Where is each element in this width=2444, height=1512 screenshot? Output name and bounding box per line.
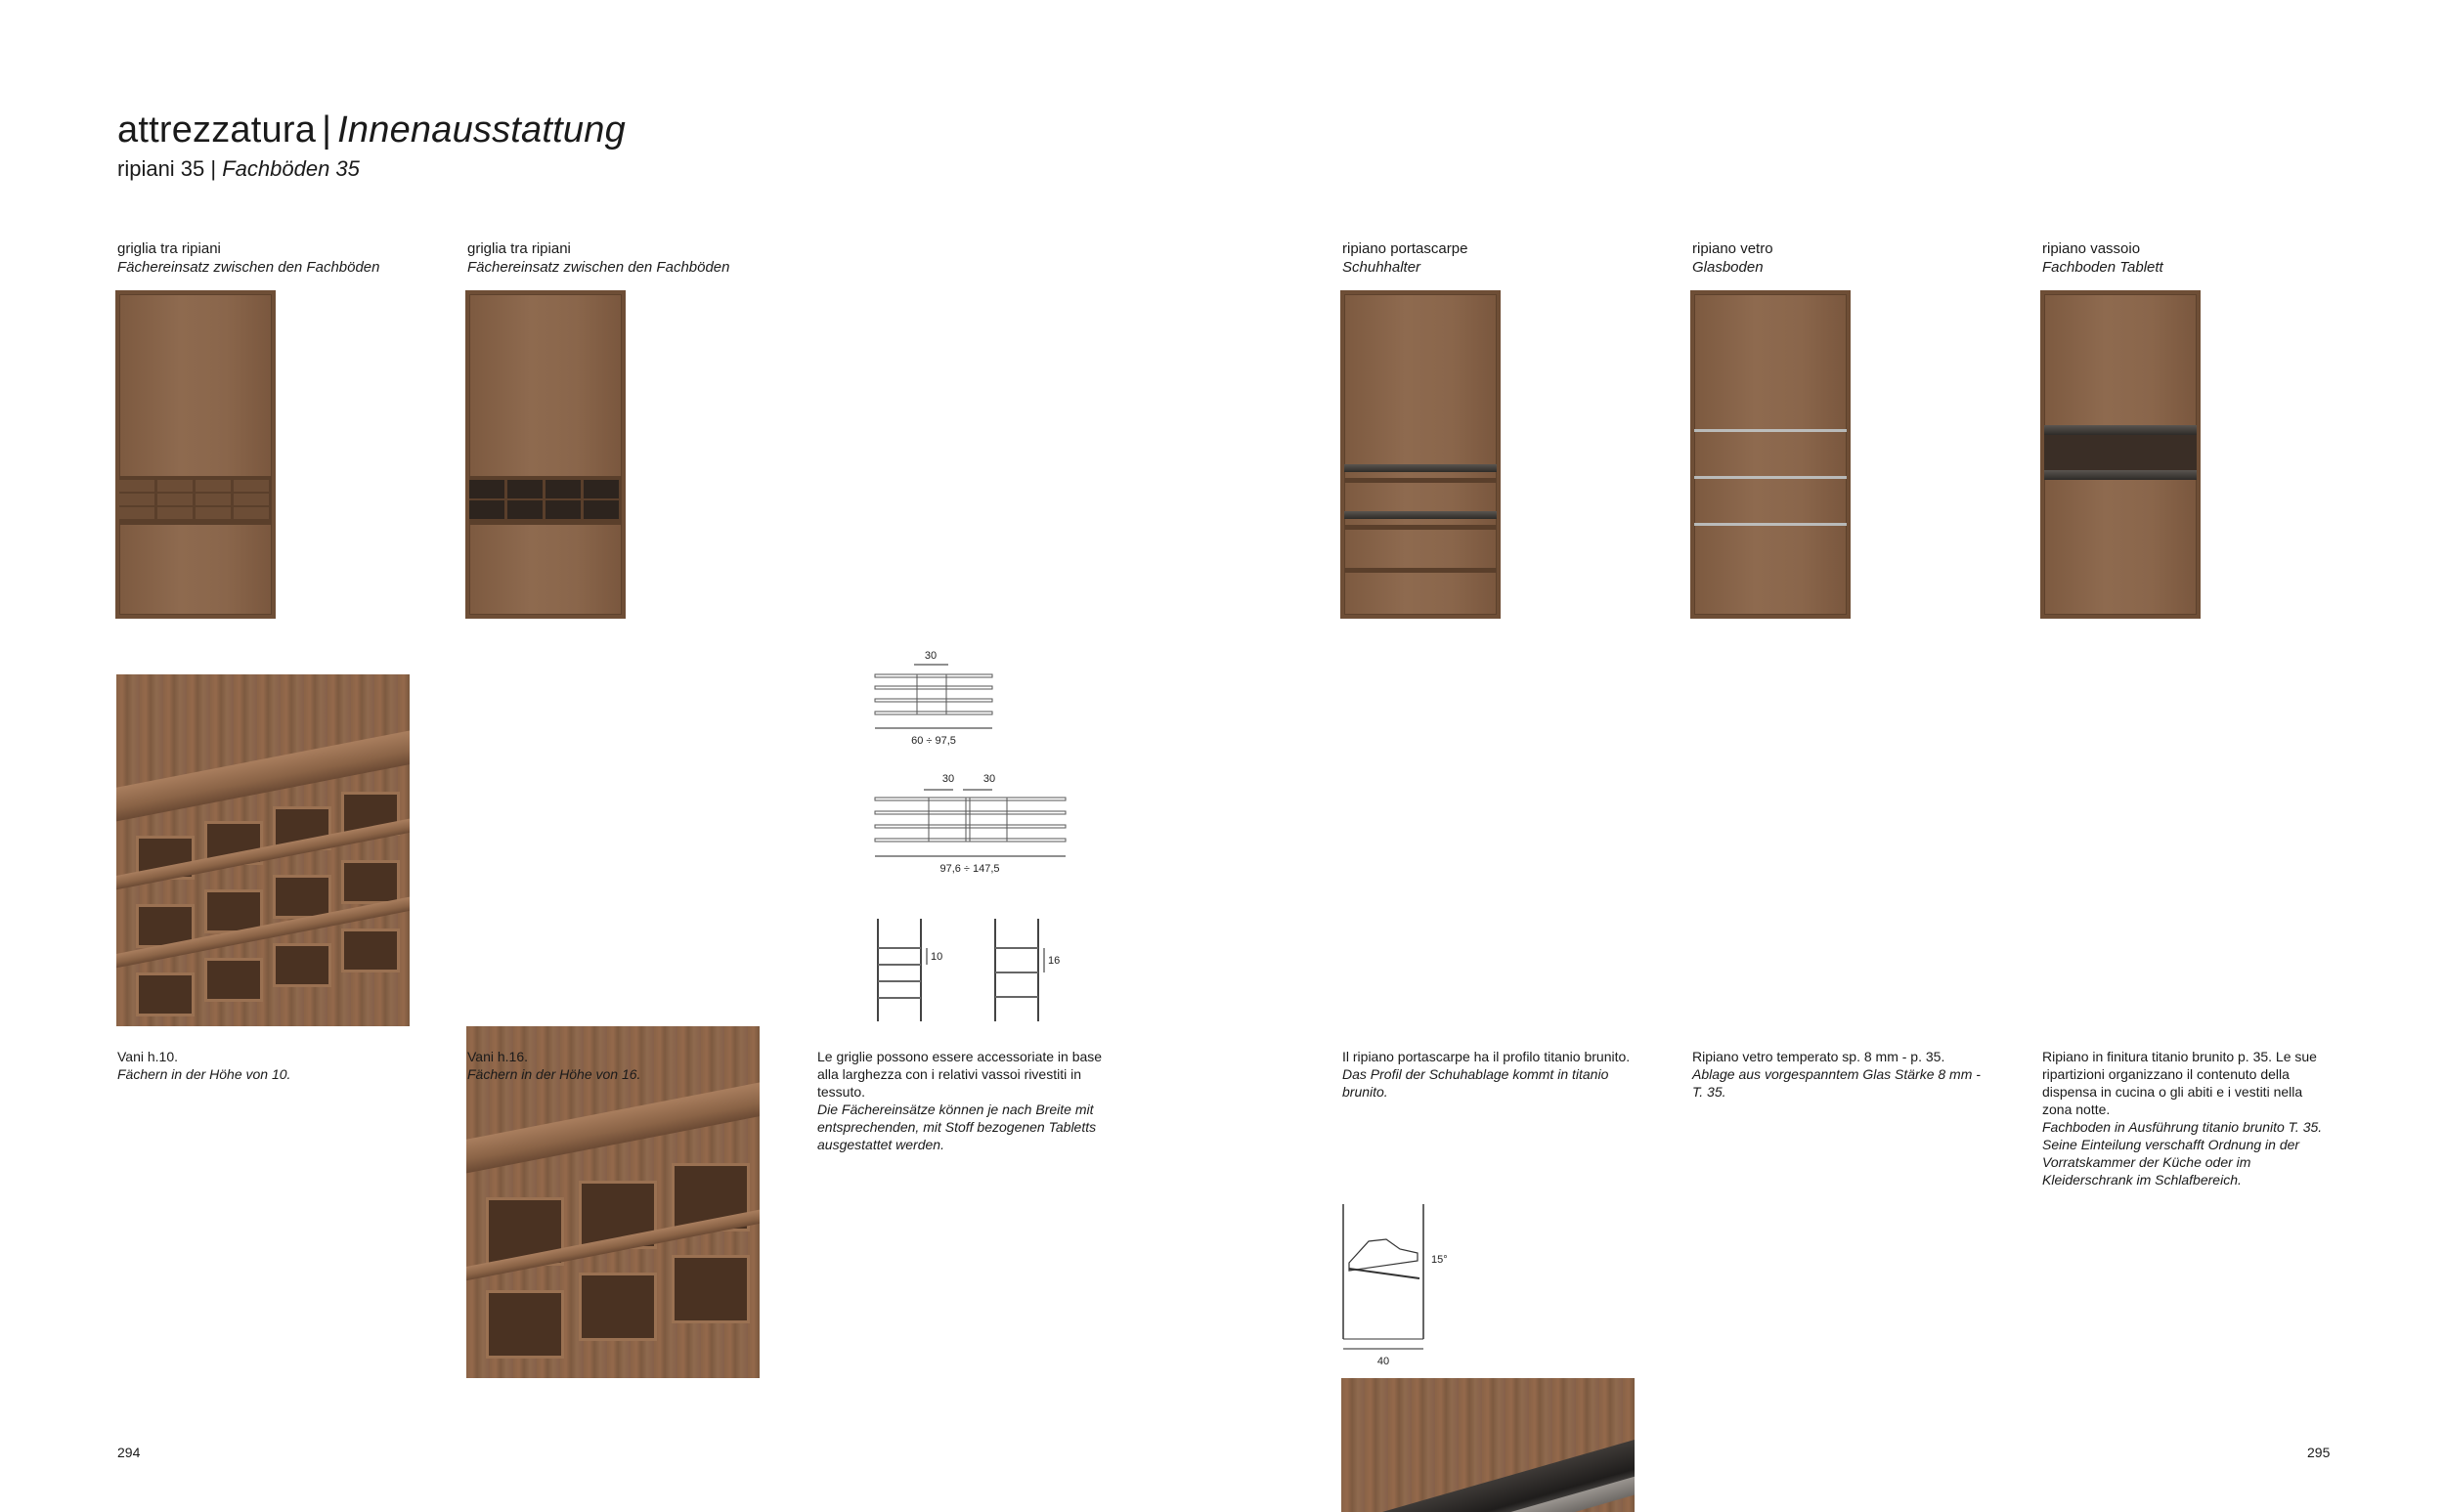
column-heading-2 bbox=[467, 239, 730, 277]
title-italian: attrezzatura bbox=[117, 109, 317, 151]
cabinet-glass-shelf bbox=[1694, 523, 1847, 526]
caption-italian: Vani h.16. bbox=[467, 1049, 529, 1064]
cabinet-shelf bbox=[1344, 478, 1497, 483]
cabinet-tray bbox=[2040, 290, 2201, 619]
cabinet-grid-16 bbox=[465, 290, 626, 619]
page-number-left: 294 bbox=[117, 1445, 141, 1460]
column-heading-5 bbox=[2042, 239, 2163, 277]
column-heading-3 bbox=[1342, 239, 1467, 277]
cabinet-shelf bbox=[1344, 525, 1497, 530]
angle-label: 15° bbox=[1431, 1254, 1448, 1266]
column-heading-italian: ripiano vetro bbox=[1692, 240, 1773, 257]
title-german: Innenausstattung bbox=[337, 109, 626, 151]
diagram-shoe-angle bbox=[1339, 1202, 1457, 1368]
cabinet-glass bbox=[1690, 290, 1851, 619]
page-subtitle bbox=[117, 156, 360, 182]
page-number-right: 295 bbox=[2307, 1445, 2331, 1460]
diagram-shoe-angle-drawing bbox=[1339, 1202, 1457, 1368]
column-heading-italian: ripiano portascarpe bbox=[1342, 240, 1468, 257]
cabinet-cubby-grid bbox=[119, 476, 272, 525]
subtitle-separator: | bbox=[204, 156, 223, 181]
photo-shoe-rack bbox=[1341, 1378, 1635, 1512]
caption-1 bbox=[117, 1048, 411, 1083]
page-title bbox=[117, 109, 626, 151]
caption-italian: Il ripiano portascarpe ha il profilo titanio brunito. bbox=[1342, 1049, 1631, 1064]
diagram-grid-single-drawing bbox=[870, 645, 1007, 757]
cabinet-glass-shelf bbox=[1694, 476, 1847, 479]
caption-4 bbox=[1342, 1048, 1636, 1101]
dimension-label: 40 bbox=[1376, 1356, 1390, 1367]
column-heading-italian: griglia tra ripiani bbox=[467, 240, 571, 257]
caption-3 bbox=[817, 1048, 1111, 1153]
caption-italian: Ripiano in finitura titanio brunito p. 35. Le sue ripartizioni organizzano il contenuto della dispensa in cucina o gli abiti e i vestiti nella zona notte. bbox=[2042, 1049, 2317, 1117]
column-heading-1 bbox=[117, 239, 380, 277]
cabinet-glass-shelf bbox=[1694, 429, 1847, 432]
cabinet-shoe-shelf bbox=[1344, 464, 1497, 472]
dimension-label: 60 ÷ 97,5 bbox=[911, 735, 956, 747]
column-heading-german: Fächereinsatz zwischen den Fachböden bbox=[467, 259, 730, 276]
column-heading-italian: griglia tra ripiani bbox=[117, 240, 221, 257]
cabinet-shelf bbox=[1344, 568, 1497, 573]
caption-german: Fächern in der Höhe von 16. bbox=[467, 1066, 641, 1082]
caption-6 bbox=[2042, 1048, 2335, 1188]
caption-german: Die Fächereinsätze können je nach Breite mit entsprechenden, mit Stoff bezogenen Tabletts ausgestattet werden. bbox=[817, 1102, 1097, 1152]
caption-german: Das Profil der Schuhablage kommt in titanio brunito. bbox=[1342, 1066, 1609, 1100]
caption-italian: Le griglie possono essere accessoriate in base alla larghezza con i relativi vassoi rivestiti in tessuto. bbox=[817, 1049, 1103, 1100]
dimension-label: 10 bbox=[931, 951, 943, 963]
cabinet-tray-back bbox=[2044, 435, 2197, 470]
diagram-grid-double bbox=[870, 770, 1075, 878]
subtitle-german: Fachböden 35 bbox=[222, 156, 360, 181]
cabinet-tray-shelf bbox=[2044, 425, 2197, 435]
dimension-label: 30 bbox=[924, 650, 938, 662]
title-separator: | bbox=[322, 109, 332, 151]
photo-cubbies-10 bbox=[116, 674, 410, 1026]
diagram-grid-heights-drawing bbox=[870, 914, 1085, 1026]
dimension-label: 30 bbox=[941, 773, 955, 785]
column-heading-4 bbox=[1692, 239, 1773, 277]
cabinet-tray-shelf bbox=[2044, 470, 2197, 480]
caption-italian: Vani h.10. bbox=[117, 1049, 179, 1064]
dimension-label: 97,6 ÷ 147,5 bbox=[939, 863, 1000, 875]
column-heading-german: Schuhhalter bbox=[1342, 259, 1421, 276]
column-heading-german: Fächereinsatz zwischen den Fachböden bbox=[117, 259, 380, 276]
caption-german: Fächern in der Höhe von 10. bbox=[117, 1066, 291, 1082]
dimension-label: 16 bbox=[1048, 955, 1061, 967]
column-heading-german: Glasboden bbox=[1692, 259, 1764, 276]
caption-2 bbox=[467, 1048, 761, 1083]
caption-italian: Ripiano vetro temperato sp. 8 mm - p. 35. bbox=[1692, 1049, 1945, 1064]
caption-german: Ablage aus vorgespanntem Glas Stärke 8 mm - T. 35. bbox=[1692, 1066, 1981, 1100]
cabinet-shoe-rack bbox=[1340, 290, 1501, 619]
cabinet-grid-10 bbox=[115, 290, 276, 619]
cabinet-shoe-shelf bbox=[1344, 511, 1497, 519]
caption-5 bbox=[1692, 1048, 1986, 1101]
cabinet-cubby-grid bbox=[469, 476, 622, 525]
column-heading-german: Fachboden Tablett bbox=[2042, 259, 2163, 276]
diagram-grid-double-drawing bbox=[870, 770, 1075, 878]
diagram-grid-single bbox=[870, 645, 1007, 757]
subtitle-italian: ripiani 35 bbox=[117, 156, 205, 181]
column-heading-italian: ripiano vassoio bbox=[2042, 240, 2141, 257]
caption-german: Fachboden in Ausführung titanio brunito T. 35. Seine Einteilung verschafft Ordnung in der Vorratskammer der Küche oder im Kleiderschrank im Schlafbereich. bbox=[2042, 1119, 2323, 1188]
dimension-label: 30 bbox=[982, 773, 996, 785]
diagram-grid-heights bbox=[870, 914, 1085, 1026]
